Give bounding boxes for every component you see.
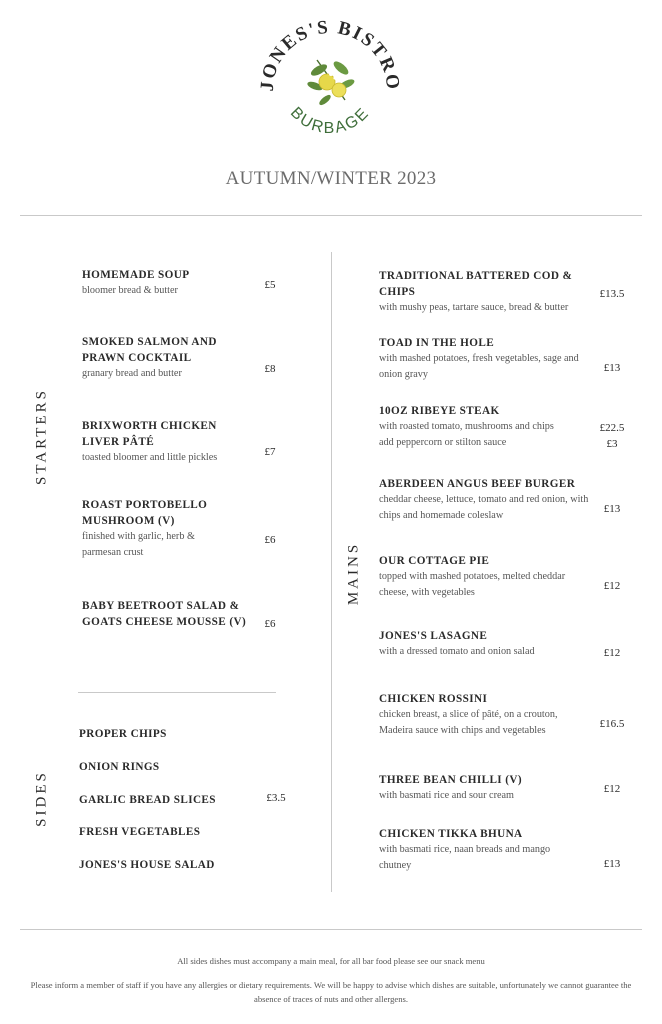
dish-name: BABY BEETROOT SALAD & GOATS CHEESE MOUSSE (V) [82, 600, 247, 628]
dish-price: £13 [603, 362, 621, 374]
dish-price: £13 [603, 503, 621, 515]
side-item: GARLIC BREAD SLICES [79, 794, 216, 806]
footer-allergy-note: Please inform a member of staff if you have any allergies or dietary requirements. We will be happy to advise which dishes are suitable, unfortunately we cannot guarantee the absence of traces of nuts and other allergens. [30, 980, 632, 1004]
section-label-starters: STARTERS [33, 388, 50, 485]
dish-extra-price: £3 [606, 438, 618, 450]
dish-name: JONES'S LASAGNE [379, 630, 488, 642]
season-title: AUTUMN/WINTER 2023 [225, 168, 437, 189]
main-item [379, 335, 584, 383]
dish-description: with basmati rice and sour cream [379, 790, 514, 801]
dish-extra-description: add peppercorn or stilton sauce [379, 437, 507, 448]
logo-place-text: BURBAGE [286, 104, 374, 137]
dish-price: £12 [603, 783, 621, 795]
main-item [379, 553, 591, 601]
dish-name: CHICKEN ROSSINI [379, 693, 488, 705]
dish-name: ROAST PORTOBELLO MUSHROOM (V) [82, 499, 208, 527]
dish-price: £6 [264, 534, 276, 546]
starter-item [82, 418, 247, 466]
dish-description: with basmati rice, naan breads and mango chutney [379, 844, 551, 871]
dish-price: £7 [264, 446, 276, 458]
dish-name: SMOKED SALMON AND PRAWN COCKTAIL [82, 336, 217, 364]
dish-name: HOMEMADE SOUP [82, 269, 190, 281]
dish-description: toasted bloomer and little pickles [82, 452, 218, 463]
side-item: FRESH VEGETABLES [79, 826, 201, 838]
section-label-sides: SIDES [33, 770, 50, 827]
dish-name: OUR COTTAGE PIE [379, 555, 490, 567]
dish-price: £6 [264, 618, 276, 630]
main-item [379, 476, 589, 524]
main-item [379, 772, 591, 804]
top-divider [20, 215, 642, 216]
column-divider [331, 252, 332, 892]
side-item: ONION RINGS [79, 761, 160, 773]
lemon-sprig-icon [306, 59, 355, 107]
dish-name: ABERDEEN ANGUS BEEF BURGER [379, 478, 576, 490]
dish-name: CHICKEN TIKKA BHUNA [379, 828, 523, 840]
dish-name: 10OZ RIBEYE STEAK [379, 405, 500, 417]
dish-price: £5 [264, 279, 276, 291]
sides-price: £3.5 [266, 792, 286, 804]
dish-price: £16.5 [599, 718, 625, 730]
starter-item [82, 497, 232, 561]
side-item: PROPER CHIPS [79, 728, 167, 740]
dish-price: £12 [603, 647, 621, 659]
dish-name: BRIXWORTH CHICKEN LIVER PÂTÉ [82, 420, 217, 448]
dish-price: £12 [603, 580, 621, 592]
starter-item [82, 598, 254, 630]
main-item [379, 826, 584, 874]
dish-description: granary bread and butter [82, 368, 182, 379]
dish-description: cheddar cheese, lettuce, tomato and red onion, with chips and homemade coleslaw [379, 494, 589, 521]
footer-divider [20, 929, 642, 930]
dish-description: with roasted tomato, mushrooms and chips [379, 421, 554, 432]
main-item [379, 691, 589, 739]
section-label-mains: MAINS [345, 541, 362, 606]
dish-name: THREE BEAN CHILLI (V) [379, 774, 522, 786]
dish-description: bloomer bread & butter [82, 285, 178, 296]
dish-price: £13 [603, 858, 621, 870]
dish-description: chicken breast, a slice of pâté, on a crouton, Madeira sauce with chips and vegetables [379, 709, 558, 736]
dish-price: £22.5 [599, 422, 625, 434]
starter-item [82, 267, 257, 299]
dish-description: with a dressed tomato and onion salad [379, 646, 535, 657]
dish-description: topped with mashed potatoes, melted cheddar cheese, with vegetables [379, 571, 566, 598]
dish-description: finished with garlic, herb & parmesan crust [82, 531, 195, 558]
dish-description: with mushy peas, tartare sauce, bread & butter [379, 302, 569, 313]
bistro-logo [255, 8, 405, 148]
starter-item [82, 334, 242, 382]
footer-sides-note: All sides dishes must accompany a main meal, for all bar food please see our snack menu [177, 956, 485, 966]
dish-name: TOAD IN THE HOLE [379, 337, 495, 349]
logo-name-text: JONES'S BISTRO [256, 16, 404, 93]
side-item: JONES'S HOUSE SALAD [79, 859, 215, 871]
dish-price: £13.5 [599, 288, 625, 300]
sides-divider [78, 692, 276, 693]
dish-price: £8 [264, 363, 276, 375]
dish-description: with mashed potatoes, fresh vegetables, sage and onion gravy [379, 353, 579, 380]
dish-name: TRADITIONAL BATTERED COD & CHIPS [379, 270, 573, 298]
main-item [379, 628, 591, 660]
main-item [379, 403, 594, 451]
main-item [379, 268, 594, 316]
